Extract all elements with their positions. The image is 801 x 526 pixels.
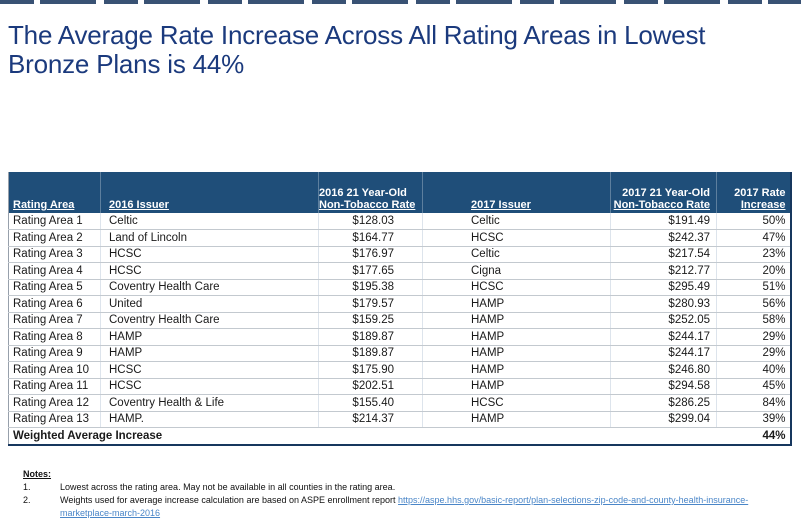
cell-2016-issuer: Celtic: [101, 213, 319, 230]
cell-2016-issuer: HAMP.: [101, 411, 319, 428]
col-header-2017-issuer: [423, 172, 611, 213]
cell-2016-rate: $176.97: [319, 246, 423, 263]
cell-2016-issuer: Coventry Health & Life: [101, 395, 319, 412]
col-header-2016-rate: [319, 172, 423, 213]
cell-2016-issuer: Coventry Health Care: [101, 279, 319, 296]
note-number: 1.: [23, 482, 31, 492]
cell-rate-increase: 50%: [717, 213, 791, 230]
cell-2016-issuer: United: [101, 296, 319, 313]
col-header-label-line2: Non-Tobacco Rate: [613, 199, 710, 211]
cell-2016-issuer: HCSC: [101, 378, 319, 395]
table-row: [9, 296, 791, 313]
cell-rate-increase: 40%: [717, 362, 791, 379]
cell-rate-increase: 20%: [717, 263, 791, 280]
cell-2016-rate: $164.77: [319, 230, 423, 247]
cell-2017-issuer: HAMP: [423, 329, 611, 346]
col-header-label: Rating Area: [13, 199, 75, 211]
cell-2016-issuer: HAMP: [101, 329, 319, 346]
cell-2016-rate: $195.38: [319, 279, 423, 296]
cell-rating-area: Rating Area 1: [9, 213, 101, 230]
cell-2017-issuer: HAMP: [423, 345, 611, 362]
cell-rate-increase: 47%: [717, 230, 791, 247]
table-row: [9, 345, 791, 362]
cell-rate-increase: 45%: [717, 378, 791, 395]
cell-2017-issuer: HCSC: [423, 279, 611, 296]
cell-rating-area: Rating Area 7: [9, 312, 101, 329]
cell-2017-issuer: HCSC: [423, 230, 611, 247]
cell-2017-rate: $244.17: [611, 345, 717, 362]
cell-2017-rate: $294.58: [611, 378, 717, 395]
cell-2016-issuer: HCSC: [101, 246, 319, 263]
table-row: [9, 329, 791, 346]
cell-rating-area: Rating Area 8: [9, 329, 101, 346]
cell-2017-issuer: Cigna: [423, 263, 611, 280]
note-item-2: [23, 494, 793, 520]
col-header-rating-area: [9, 172, 101, 213]
cell-2017-rate: $280.93: [611, 296, 717, 313]
cell-rating-area: Rating Area 4: [9, 263, 101, 280]
cell-2016-rate: $159.25: [319, 312, 423, 329]
cell-2017-issuer: HAMP: [423, 296, 611, 313]
table-header: [9, 172, 791, 213]
cell-2016-issuer: HCSC: [101, 362, 319, 379]
table-row: [9, 395, 791, 412]
cell-2016-rate: $202.51: [319, 378, 423, 395]
cell-2016-rate: $177.65: [319, 263, 423, 280]
note-text: [60, 494, 793, 520]
cell-2016-issuer: HCSC: [101, 263, 319, 280]
cell-2017-rate: $212.77: [611, 263, 717, 280]
col-header-label: 2016 Issuer: [109, 199, 169, 211]
cell-2017-rate: $217.54: [611, 246, 717, 263]
col-header-label-line2: Increase: [740, 199, 786, 211]
weighted-average-value: 44%: [717, 428, 791, 445]
cell-rate-increase: 39%: [717, 411, 791, 428]
cell-2017-issuer: HAMP: [423, 378, 611, 395]
cell-rate-increase: 58%: [717, 312, 791, 329]
cell-2017-rate: $295.49: [611, 279, 717, 296]
col-header-2017-rate: [611, 172, 717, 213]
note-item-1: [23, 481, 793, 494]
cell-rating-area: Rating Area 5: [9, 279, 101, 296]
table-row: [9, 230, 791, 247]
cell-2017-rate: $286.25: [611, 395, 717, 412]
cell-2017-issuer: HAMP: [423, 411, 611, 428]
cell-2016-rate: $214.37: [319, 411, 423, 428]
cell-rating-area: Rating Area 9: [9, 345, 101, 362]
aspe-report-link[interactable]: https://aspe.hhs.gov/basic-report/plan-selections-zip-code-and-county-health-insurance-marketplace-march-2016: [60, 495, 749, 518]
cell-rating-area: Rating Area 12: [9, 395, 101, 412]
cell-2017-issuer: Celtic: [423, 246, 611, 263]
table-row: [9, 378, 791, 395]
table-row: [9, 263, 791, 280]
cell-rate-increase: 23%: [717, 246, 791, 263]
cell-2017-rate: $252.05: [611, 312, 717, 329]
cell-rating-area: Rating Area 3: [9, 246, 101, 263]
col-header-label-line1: 2016 21 Year-Old: [319, 187, 407, 199]
cell-rate-increase: 56%: [717, 296, 791, 313]
cell-rating-area: Rating Area 11: [9, 378, 101, 395]
cell-2017-issuer: Celtic: [423, 213, 611, 230]
cell-2016-rate: $189.87: [319, 329, 423, 346]
cell-2016-rate: $189.87: [319, 345, 423, 362]
page-title: The Average Rate Increase Across All Rating Areas in Lowest Bronze Plans is 44%: [8, 20, 706, 80]
cell-rate-increase: 29%: [717, 329, 791, 346]
rate-increase-table: [8, 172, 792, 446]
cell-2016-rate: $175.90: [319, 362, 423, 379]
cell-2016-issuer: Coventry Health Care: [101, 312, 319, 329]
weighted-average-label: Weighted Average Increase: [9, 428, 717, 445]
cell-2016-issuer: Land of Lincoln: [101, 230, 319, 247]
cell-2017-issuer: HAMP: [423, 312, 611, 329]
cell-rating-area: Rating Area 13: [9, 411, 101, 428]
table-row: [9, 312, 791, 329]
cell-2017-rate: $191.49: [611, 213, 717, 230]
weighted-average-row: [9, 428, 791, 445]
cell-rating-area: Rating Area 10: [9, 362, 101, 379]
notes-heading: Notes:: [23, 469, 52, 479]
note-text: Lowest across the rating area. May not be available in all counties in the rating area.: [60, 482, 396, 492]
top-edge-artifact: [0, 0, 801, 4]
cell-rating-area: Rating Area 6: [9, 296, 101, 313]
cell-2017-rate: $246.80: [611, 362, 717, 379]
notes-section: [23, 468, 793, 520]
table-footer: [9, 428, 791, 445]
cell-rating-area: Rating Area 2: [9, 230, 101, 247]
table-row: [9, 246, 791, 263]
cell-rate-increase: 84%: [717, 395, 791, 412]
col-header-label-line1: 2017 21 Year-Old: [622, 187, 710, 199]
cell-2017-rate: $244.17: [611, 329, 717, 346]
cell-2016-issuer: HAMP: [101, 345, 319, 362]
col-header-2016-issuer: [101, 172, 319, 213]
col-header-label-line1: 2017 Rate: [734, 187, 786, 199]
table-body: [9, 213, 791, 428]
cell-2016-rate: $128.03: [319, 213, 423, 230]
note-number: 2.: [23, 495, 31, 505]
cell-rate-increase: 29%: [717, 345, 791, 362]
cell-2017-rate: $299.04: [611, 411, 717, 428]
table-row: [9, 279, 791, 296]
col-header-label: 2017 Issuer: [471, 199, 531, 211]
cell-2016-rate: $155.40: [319, 395, 423, 412]
cell-2016-rate: $179.57: [319, 296, 423, 313]
col-header-rate-increase: [717, 172, 791, 213]
cell-2017-issuer: HAMP: [423, 362, 611, 379]
table-row: [9, 362, 791, 379]
table-row: [9, 411, 791, 428]
cell-rate-increase: 51%: [717, 279, 791, 296]
col-header-label-line2: Non-Tobacco Rate: [319, 199, 416, 211]
cell-2017-rate: $242.37: [611, 230, 717, 247]
note-text-prefix: Weights used for average increase calculation are based on ASPE enrollment report: [60, 495, 399, 505]
table-row: [9, 213, 791, 230]
cell-2017-issuer: HCSC: [423, 395, 611, 412]
